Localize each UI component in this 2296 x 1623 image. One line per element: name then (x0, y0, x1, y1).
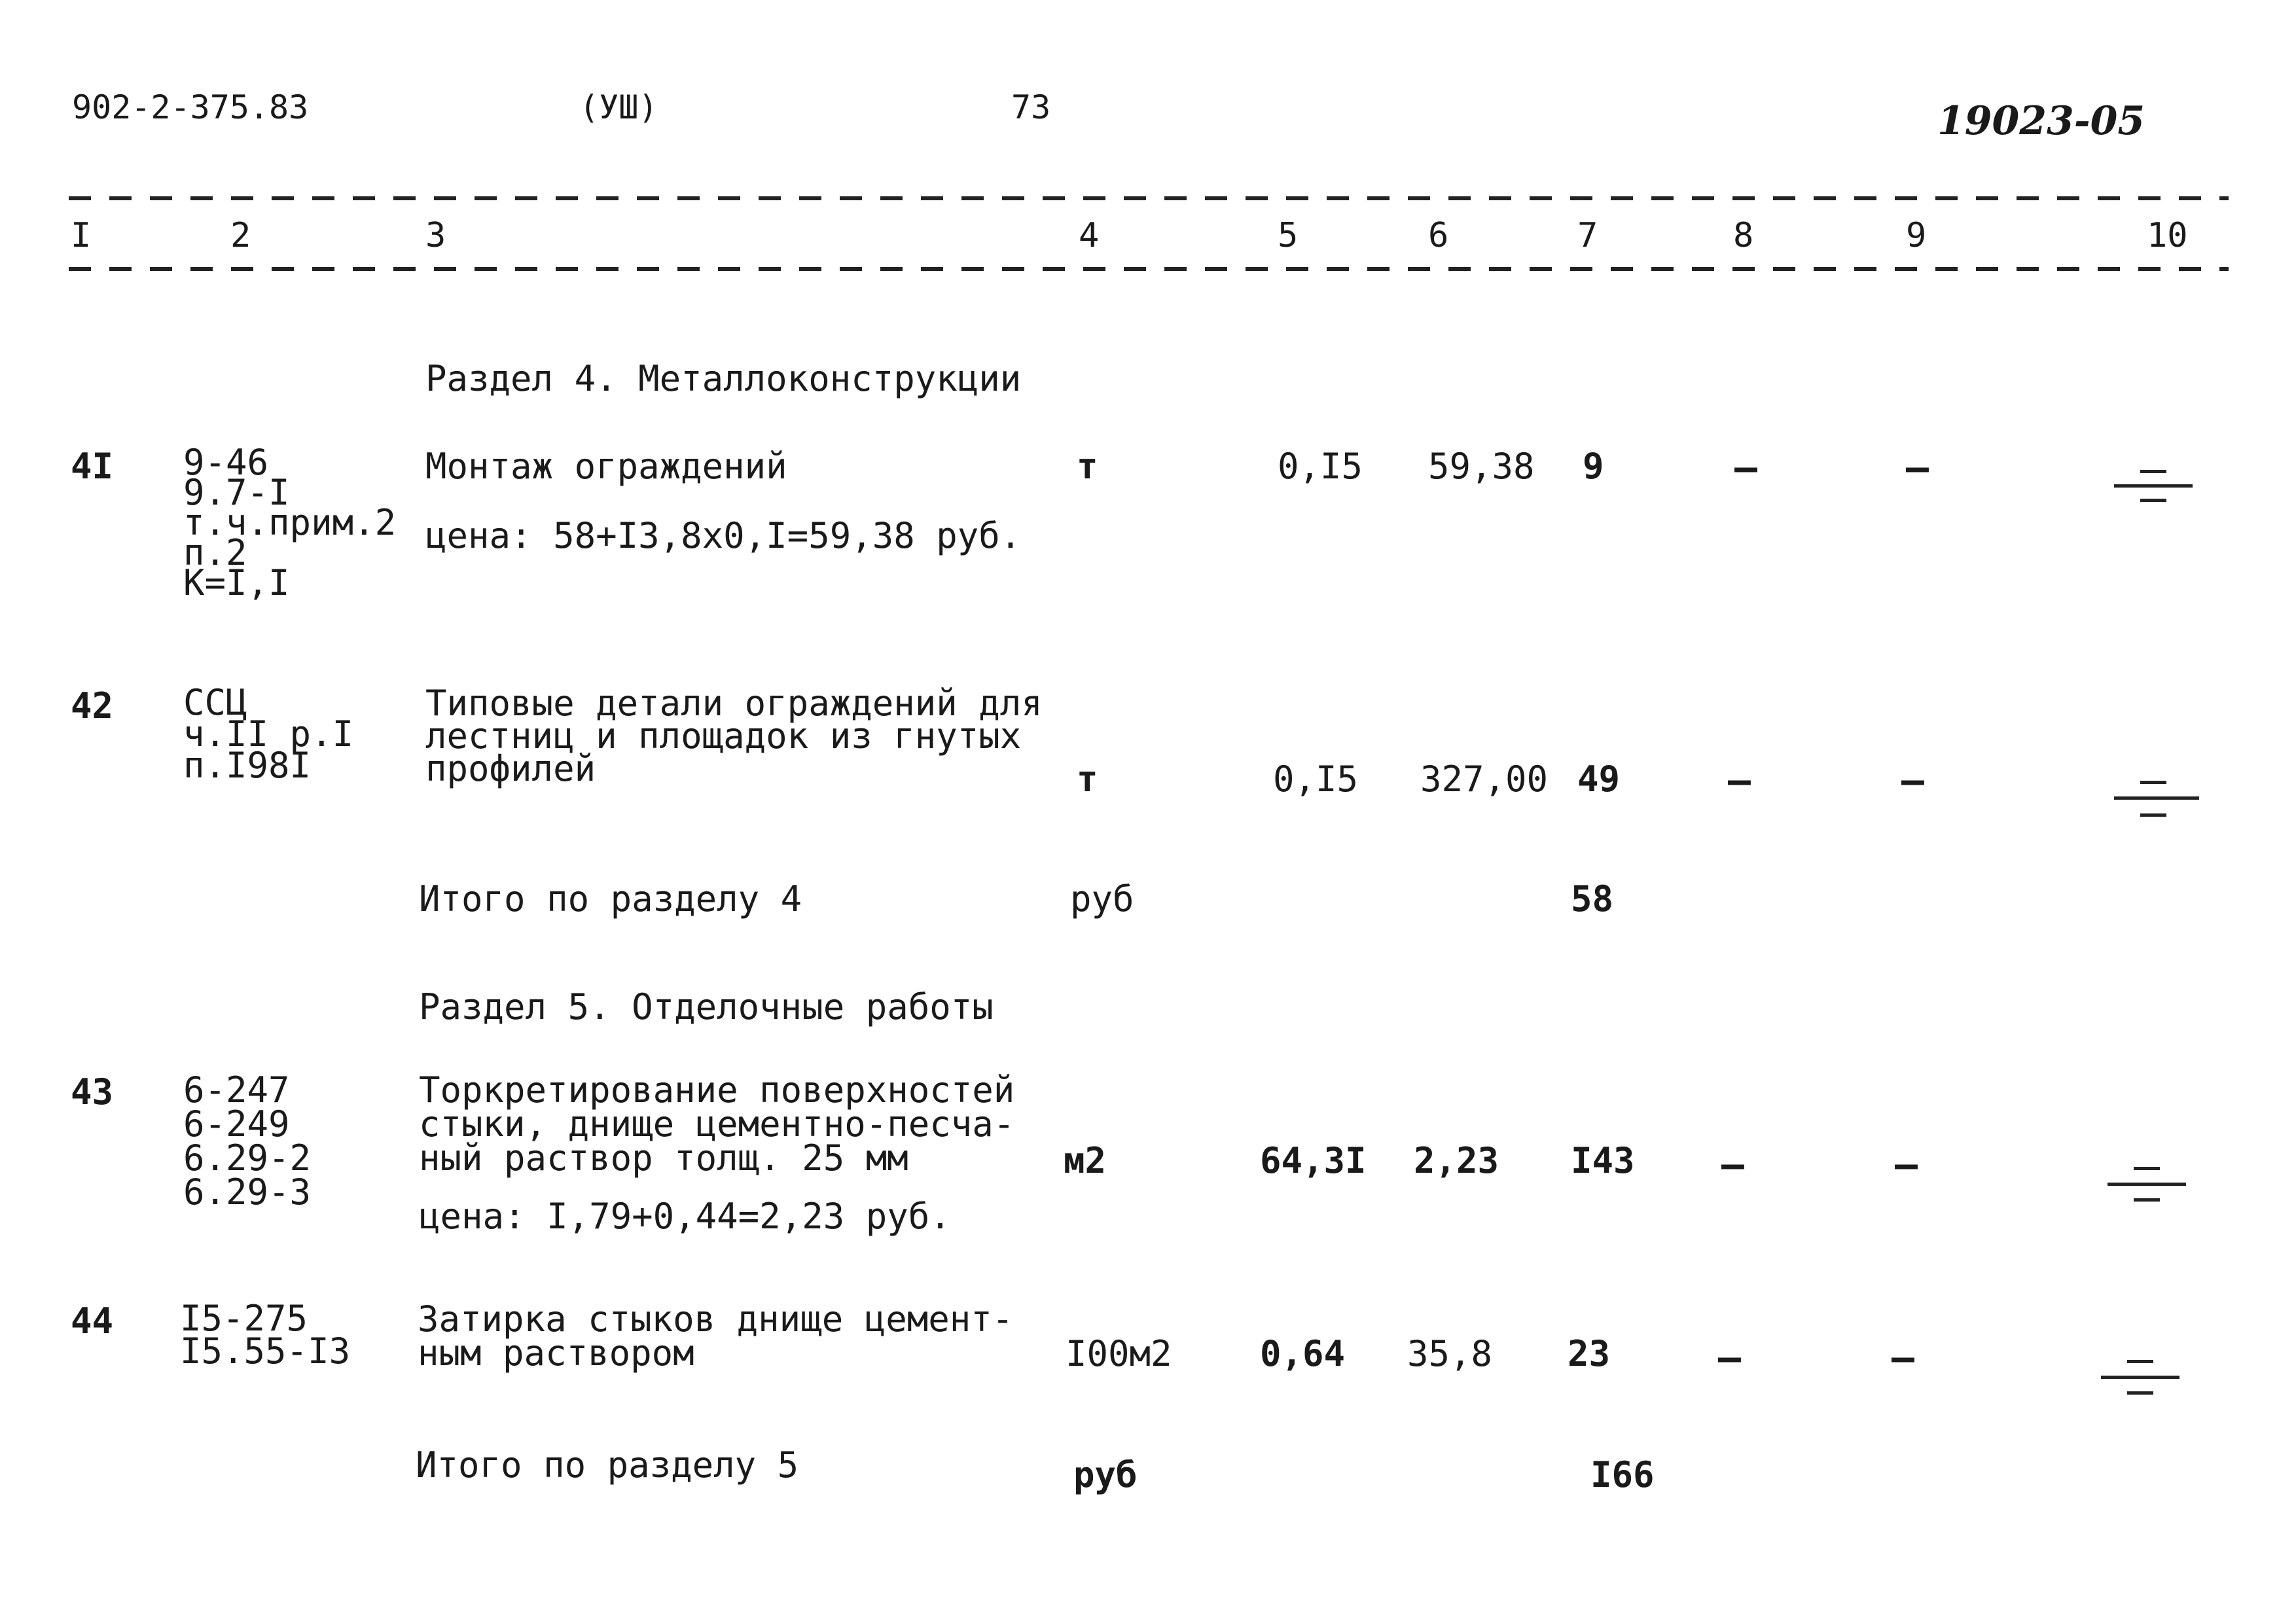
row-price-note: цена: I,79+0,44=2,23 руб. (419, 1196, 951, 1237)
code-line: I5-275 (180, 1298, 308, 1339)
section-total-label: Итого по разделу 5 (416, 1444, 799, 1486)
section-title: Раздел 4. Металлоконструкции (425, 358, 1022, 399)
column-number-4: 4 (1079, 216, 1100, 255)
description-line: Торкретирование поверхностей (419, 1069, 1015, 1111)
row-unit-price: 35,8 (1407, 1333, 1493, 1374)
code-line: п.I98I (183, 745, 312, 786)
ditto-mark (2114, 465, 2193, 510)
column-number-9: 9 (1906, 216, 1927, 255)
section-total-unit: руб (1070, 878, 1134, 919)
row-number: 4I (71, 446, 114, 487)
row-unit-price: 59,38 (1428, 446, 1535, 487)
column-number-7: 7 (1577, 216, 1598, 255)
description-line: ный раствор толщ. 25 мм (419, 1137, 908, 1179)
row-unit: м2 (1064, 1140, 1107, 1181)
row-quantity: 0,64 (1260, 1333, 1346, 1374)
code-line: 6-249 (183, 1103, 290, 1145)
row-unit-price: 327,00 (1420, 758, 1549, 800)
row-code (183, 442, 397, 603)
ditto-mark (2108, 1162, 2186, 1207)
description-line: Затирка стыков днище цемент- (418, 1298, 1014, 1340)
row-description: Монтаж ограждений (425, 446, 787, 487)
row-cost: 49 (1577, 758, 1621, 800)
row-cost: 9 (1583, 446, 1604, 487)
row-quantity: 0,I5 (1273, 758, 1359, 800)
section-total-cost: 58 (1571, 878, 1614, 919)
column-number-5: 5 (1278, 216, 1299, 255)
volume-number: (УШ) (579, 88, 658, 126)
row-unit: I00м2 (1066, 1333, 1172, 1374)
column-number-10: 10 (2147, 216, 2188, 255)
archive-number: 19023-05 (1937, 98, 2145, 144)
code-line: 9-46 (183, 442, 269, 483)
code-line: 6-247 (183, 1069, 290, 1111)
row-quantity: 0,I5 (1278, 446, 1363, 487)
code-line: К=I,I (183, 562, 290, 603)
row-cost: I43 (1571, 1140, 1635, 1181)
row-column-9: – (1895, 1142, 1918, 1186)
code-line: п.2 (183, 532, 247, 573)
row-unit: т (1077, 446, 1098, 487)
code-line: т.ч.прим.2 (183, 502, 397, 543)
row-code (183, 682, 354, 786)
section-total-cost: I66 (1590, 1454, 1655, 1495)
code-line: ч.II р.I (183, 713, 354, 755)
row-cost: 23 (1568, 1333, 1611, 1374)
document-code: 902-2-375.83 (72, 88, 309, 126)
header-rule-top (69, 196, 2229, 200)
column-number-8: 8 (1733, 216, 1754, 255)
row-description (419, 1069, 1015, 1179)
row-column-8: – (1721, 1142, 1744, 1186)
section-title: Раздел 5. Отделочные работы (419, 986, 994, 1027)
row-column-8: – (1728, 758, 1751, 802)
row-number: 42 (71, 685, 114, 726)
description-line: ным раствором (418, 1332, 694, 1374)
row-column-9: – (1892, 1335, 1914, 1380)
section-total-unit: руб (1073, 1454, 1138, 1495)
column-number-2: 2 (230, 216, 251, 255)
row-number: 43 (71, 1071, 114, 1113)
ditto-mark (2114, 776, 2193, 821)
row-description (425, 683, 1043, 789)
row-column-9: – (1906, 445, 1929, 490)
row-column-8: – (1734, 445, 1757, 490)
description-line: Типовые детали ограждений для (425, 683, 1043, 724)
description-line: профилей (425, 748, 596, 789)
row-code (183, 1069, 312, 1213)
row-price-note: цена: 58+I3,8х0,I=59,38 руб. (425, 515, 1022, 556)
row-description (418, 1298, 1014, 1374)
column-number-3: 3 (425, 216, 446, 255)
row-column-9: – (1901, 758, 1924, 802)
section-total-label: Итого по разделу 4 (419, 878, 802, 919)
description-line: стыки, днище цементно-песча- (419, 1103, 1015, 1145)
code-line: 6.29-3 (183, 1171, 312, 1213)
row-column-8: – (1718, 1335, 1741, 1380)
code-line: ССЦ (183, 682, 247, 723)
column-number-6: 6 (1428, 216, 1449, 255)
column-number-1: I (71, 216, 92, 255)
code-line: 6.29-2 (183, 1137, 312, 1179)
row-number: 44 (71, 1300, 114, 1342)
code-line: I5.55-I3 (180, 1330, 351, 1372)
code-line: 9.7-I (183, 472, 290, 513)
description-line: лестниц и площадок из гнутых (425, 715, 1022, 757)
row-quantity: 64,3I (1260, 1140, 1367, 1181)
row-unit: т (1077, 758, 1098, 800)
row-code (180, 1298, 351, 1372)
row-unit-price: 2,23 (1414, 1140, 1499, 1181)
ditto-mark (2101, 1355, 2179, 1400)
header-rule-bottom (69, 267, 2229, 271)
page-number: 73 (1011, 88, 1051, 126)
